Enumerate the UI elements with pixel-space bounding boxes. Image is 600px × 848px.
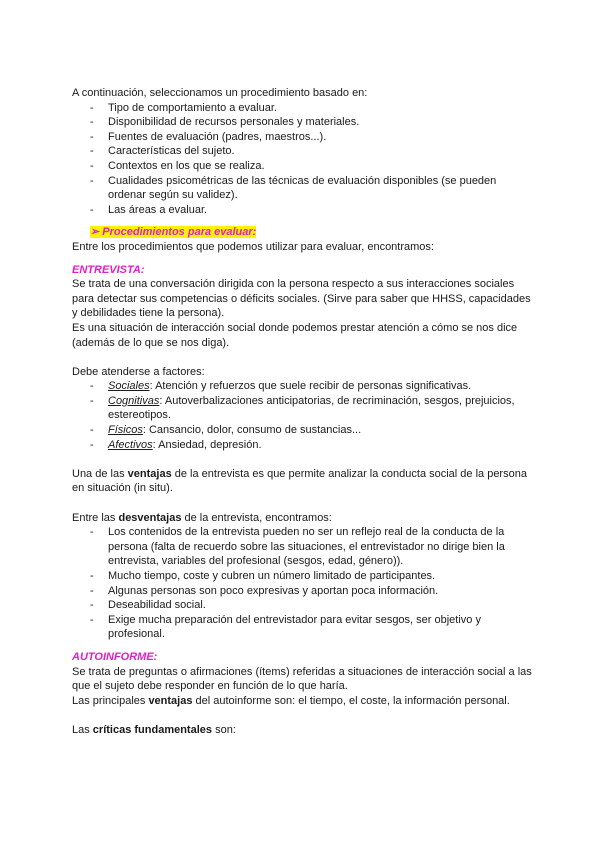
intro-text: A continuación, seleccionamos un procedimiento basado en:: [72, 87, 368, 99]
factors-intro: Debe atenderse a factores:: [72, 365, 205, 378]
disadvantages-intro: Entre las desventajas de la entrevista, encontramos:: [72, 511, 332, 524]
list-item: - Afectivos: Ansiedad, depresión.: [108, 438, 532, 453]
list-item: - Sociales: Atención y refuerzos que suele recibir de personas significativas.: [108, 379, 532, 394]
list-item: - Deseabilidad social.: [108, 598, 532, 613]
list-item: - Mucho tiempo, coste y cubren un número limitado de participantes.: [108, 569, 532, 584]
procedures-heading: ➢ Procedimientos para evaluar:: [90, 226, 257, 239]
procedures-intro: Entre los procedimientos que podemos utilizar para evaluar, encontramos:: [72, 240, 434, 253]
advantages-text: Una de las ventajas de la entrevista es que permite analizar la conducta social de la persona en situación (in situ).: [72, 467, 527, 495]
list-item: - Las áreas a evaluar.: [108, 203, 532, 218]
autoinforme-advantages: Las principales ventajas del autoinforme son: el tiempo, el coste, la información personal.: [72, 694, 510, 707]
autoinforme-criticisms: Las críticas fundamentales son:: [72, 723, 236, 736]
factor-term: Físicos: [108, 424, 143, 437]
entrevista-title: ENTREVISTA:: [72, 263, 145, 276]
entrevista-paragraph: Es una situación de interacción social donde podemos prestar atención a cómo se nos dice (además de lo que se nos diga).: [72, 321, 518, 349]
list-item: - Disponibilidad de recursos personales y materiales.: [108, 115, 532, 130]
list-item: - Contextos en los que se realiza.: [108, 159, 532, 174]
autoinforme-paragraph: Se trata de preguntas o afirmaciones (ítems) referidas a situaciones de interacción social a las que el sujeto debe responder en función de lo que haría.: [72, 665, 532, 693]
list-item: - Cognitivas: Autoverbalizaciones anticipatorias, de recriminación, sesgos, prejuicios, estereotipos.: [108, 394, 532, 423]
list-item: - Cualidades psicométricas de las técnicas de evaluación disponibles (se pueden ordenar según su validez).: [108, 174, 532, 203]
list-item: - Tipo de comportamiento a evaluar.: [108, 101, 532, 116]
factor-term: Cognitivas: [108, 394, 160, 407]
factor-term: Afectivos: [108, 438, 153, 451]
list-item: - Exige mucha preparación del entrevistador para evitar sesgos, ser objetivo y profesional.: [108, 613, 532, 642]
disadvantages-list: [72, 525, 532, 642]
list-item: - Los contenidos de la entrevista pueden no ser un reflejo real de la conducta de la persona (falta de recuerdo sobre las situaciones, el entrevistador no dirige bien la entrevista, variables del profesional (sesgos, edad, género)).: [108, 525, 532, 569]
list-item: - Características del sujeto.: [108, 144, 532, 159]
entrevista-paragraph: Se trata de una conversación dirigida con la persona respecto a sus interacciones sociales para detectar sus competencias o déficits sociales. (Sirve para saber que HHSS, capacidades y debilidades tiene la persona).: [72, 278, 531, 320]
autoinforme-title: AUTOINFORME:: [72, 650, 158, 663]
criteria-list: [72, 101, 532, 218]
list-item: - Fuentes de evaluación (padres, maestros...).: [108, 130, 532, 145]
document-page: [72, 86, 532, 738]
factor-term: Sociales: [108, 380, 150, 393]
list-item: - Algunas personas son poco expresivas y aportan poca información.: [108, 584, 532, 599]
factors-list: [72, 379, 532, 452]
list-item: - Físicos: Cansancio, dolor, consumo de sustancias...: [108, 423, 532, 438]
